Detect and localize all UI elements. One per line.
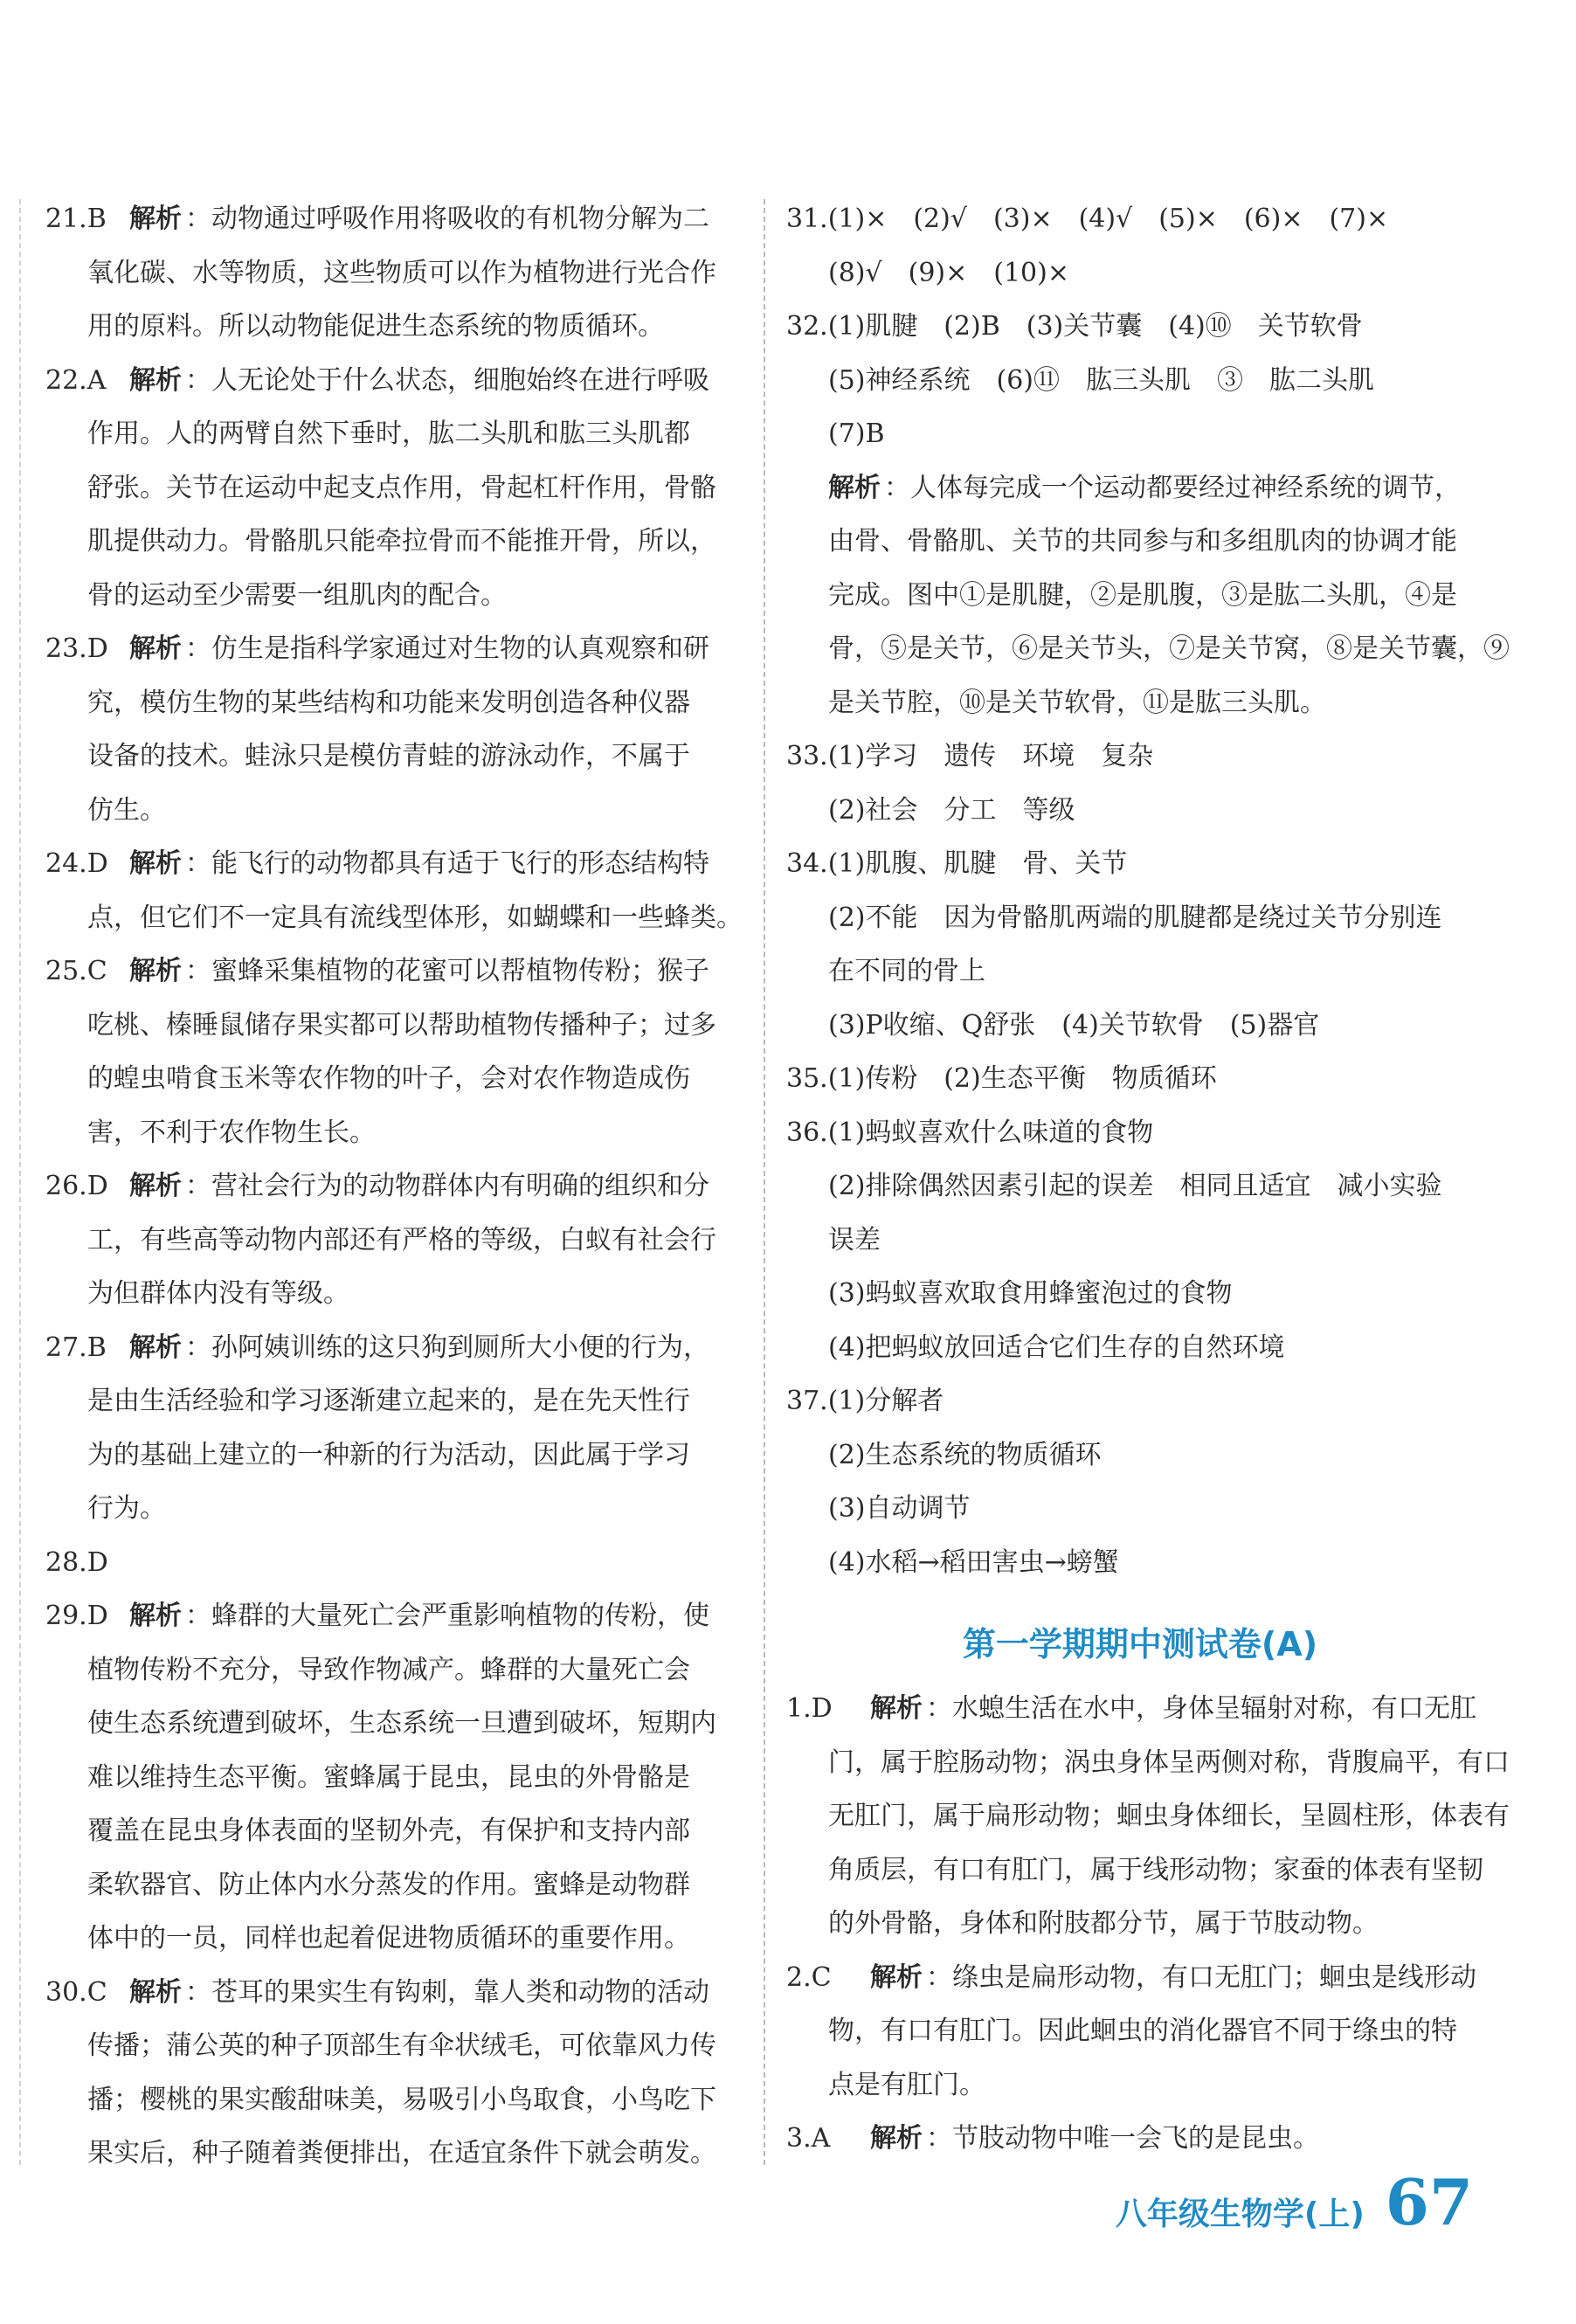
answer-line xyxy=(45,1052,744,1106)
answer-line xyxy=(45,2073,744,2127)
answer-text: 仿生。 xyxy=(87,794,166,826)
answer-line: (5)神经系统 (6)⑪ 肱三头肌 ③ 肱二头肌 xyxy=(828,364,1374,396)
answer-text: 吃桃、榛睡鼠储存果实都可以帮助植物传播种子；过多 xyxy=(87,1009,716,1041)
answer-text: 蜂群的大量死亡会严重影响植物的传粉，使 xyxy=(211,1601,709,1631)
answer-text: (1)肌腹、肌腱 骨、关节 xyxy=(827,848,1128,879)
answer-text: (1)学习 遗传 环境 复杂 xyxy=(827,741,1154,771)
answer-line xyxy=(45,1643,744,1698)
answer-line xyxy=(45,730,744,784)
answer-number: 37. xyxy=(786,1386,828,1416)
answer-line xyxy=(786,1374,1494,1428)
answer-text: 物，有口有肛门。因此蛔虫的消化器官不同于绦虫的特 xyxy=(828,2016,1457,2046)
answer-line: (3)蚂蚁喜欢取食用蜂蜜泡过的食物 xyxy=(828,1278,1233,1309)
answer-line: (2)社会 分工 等级 xyxy=(828,794,1075,826)
answer-item xyxy=(786,1052,1494,1106)
answer-line: (2)不能 因为骨骼肌两端的肌腱都是绕过关节分别连 xyxy=(828,902,1442,933)
answer-line xyxy=(45,461,744,515)
answer-text: 行为。 xyxy=(87,1493,166,1524)
analysis-label: 解析 xyxy=(828,472,881,503)
answer-text: 营社会行为的动物群体内有明确的组织和分 xyxy=(211,1171,709,1201)
answer-text: 门，属于腔肠动物；涡虫身体呈两侧对称，背腹扁平，有口 xyxy=(828,1746,1510,1778)
answer-line: 30.C 解析 ：苍耳的果实生有钩刺，靠人类和动物的活动 xyxy=(45,1966,744,2020)
answer-text: 能飞行的动物都具有适于飞行的形态结构特 xyxy=(211,848,709,879)
analysis-text: 骨，⑤是关节，⑥是关节头，⑦是关节窝，⑧是关节囊，⑨ xyxy=(828,633,1510,664)
answer-line xyxy=(45,784,744,838)
answer-line: 2.C 解析 ：绦虫是扁形动物，有口无肛门；蛔虫是线形动 xyxy=(786,1951,1494,2005)
answer-line xyxy=(786,1897,1494,1951)
answer-line xyxy=(786,1736,1510,1790)
left-column xyxy=(45,192,744,2181)
answer-line: 22.A 解析 ：人无论处于什么状态，细胞始终在进行呼吸 xyxy=(45,354,744,408)
answer-text: 人无论处于什么状态，细胞始终在进行呼吸 xyxy=(211,364,709,396)
answer-line xyxy=(786,1052,1494,1106)
analysis-text: 是关节腔，⑩是关节软骨，⑪是肱三头肌。 xyxy=(828,687,1326,718)
answer-number: 1.D xyxy=(786,1693,833,1724)
analysis-line xyxy=(786,676,1494,730)
answer-text: (1)蚂蚁喜欢什么味道的食物 xyxy=(827,1117,1154,1148)
answer-line: (2)生态系统的物质循环 xyxy=(828,1439,1102,1470)
analysis-line xyxy=(786,515,1494,569)
answer-text: 使生态系统遭到破坏，生态系统一旦遭到破坏，短期内 xyxy=(87,1708,716,1739)
answer-number: 22.A xyxy=(45,364,107,396)
answer-text: (1)传粉 (2)生态平衡 物质循环 xyxy=(827,1063,1217,1094)
answer-text: 为的基础上建立的一种新的行为活动，因此属于学习 xyxy=(87,1439,690,1470)
answer-text: 孙阿姨训练的这只狗到厕所大小便的行为， xyxy=(211,1331,709,1363)
answer-text: 蜜蜂采集植物的花蜜可以帮植物传粉；猴子 xyxy=(211,956,709,986)
analysis-label: 解析 xyxy=(129,1331,182,1363)
analysis-text: 由骨、骨骼肌、关节的共同参与和多组肌肉的协调才能 xyxy=(828,526,1457,557)
answer-line xyxy=(45,407,744,461)
answer-text: 点，但它们不一定具有流线型体形，如蝴蝶和一些蜂类。 xyxy=(87,902,743,933)
answer-text: 传播；蒲公英的种子顶部生有伞状绒毛，可依靠风力传 xyxy=(87,2030,716,2061)
analysis-text: 人体每完成一个运动都要经过神经系统的调节， xyxy=(910,472,1461,503)
answer-line: 26.D 解析 ：营社会行为的动物群体内有明确的组织和分 xyxy=(45,1159,744,1214)
answer-text: 舒张。关节在运动中起支点作用，骨起杠杆作用，骨骼 xyxy=(87,472,716,503)
answer-line xyxy=(45,1912,744,1966)
analysis-text: 完成。图中①是肌腱，②是肌腹，③是肱二头肌，④是 xyxy=(828,579,1457,611)
page-number: 67 xyxy=(1385,2165,1473,2239)
answer-number: 25.C xyxy=(45,956,107,986)
answer-line xyxy=(45,1106,744,1160)
answer-line xyxy=(45,676,744,730)
answer-line xyxy=(45,2127,744,2181)
answer-line: (3)P收缩、Q舒张 (4)关节软骨 (5)器官 xyxy=(828,1009,1320,1041)
answer-line: 29.D 解析 ：蜂群的大量死亡会严重影响植物的传粉，使 xyxy=(45,1589,744,1643)
analysis-label: 解析 xyxy=(870,1961,923,1993)
subject-label: 八年级生物学(上) xyxy=(1115,2196,1365,2232)
answer-item xyxy=(45,837,744,944)
answer-line: 3.A 解析 ：节肢动物中唯一会飞的是昆虫。 xyxy=(786,2112,1494,2166)
answer-number: 31. xyxy=(786,204,828,234)
answer-line xyxy=(45,999,744,1053)
answer-line xyxy=(45,569,744,623)
answer-text: 为但群体内没有等级。 xyxy=(87,1278,349,1309)
answer-line: 25.C 解析 ：蜜蜂采集植物的花蜜可以帮植物传粉；猴子 xyxy=(45,944,744,999)
answer-number: 29.D xyxy=(45,1601,108,1631)
answer-text: 无肛门，属于扁形动物；蛔虫身体细长，呈圆柱形，体表有 xyxy=(828,1801,1510,1831)
answer-text: 作用。人的两臂自然下垂时，肱二头肌和肱三头肌都 xyxy=(87,418,690,449)
answer-number: 26.D xyxy=(45,1171,108,1201)
analysis-label: 解析 xyxy=(129,1171,182,1201)
answer-text: 害，不利于农作物生长。 xyxy=(87,1117,376,1148)
section-title: 第一学期期中测试卷(A) xyxy=(962,1625,1318,1663)
answer-text: 点是有肛门。 xyxy=(828,2069,985,2100)
answer-text: 是由生活经验和学习逐渐建立起来的，是在先天性行 xyxy=(87,1386,690,1416)
answer-item xyxy=(786,192,1494,300)
answer-line xyxy=(786,837,1494,891)
answer-number: 27.B xyxy=(45,1331,107,1363)
answer-text: 氧化碳、水等物质，这些物质可以作为植物进行光合作 xyxy=(87,257,716,288)
answer-number: 35. xyxy=(786,1063,828,1094)
answer-line xyxy=(45,246,744,301)
answer-line xyxy=(786,1843,1494,1898)
answer-item xyxy=(45,192,744,354)
answer-number: 2.C xyxy=(786,1961,832,1993)
answer-line: 1.D 解析 ：水螅生活在水中，身体呈辐射对称，有口无肛 xyxy=(786,1682,1494,1736)
answer-text: 果实后，种子随着粪便排出，在适宜条件下就会萌发。 xyxy=(87,2138,716,2168)
answer-text: (1)× (2)√ (3)× (4)√ (5)× (6)× (7)× xyxy=(827,204,1389,234)
analysis-label: 解析 xyxy=(129,1601,182,1631)
answer-text: 播；樱桃的果实酸甜味美，易吸引小鸟取食，小鸟吃下 xyxy=(87,2084,716,2115)
answer-line xyxy=(786,300,1494,354)
answer-item xyxy=(45,1159,744,1321)
answer-item xyxy=(45,1966,744,2181)
answer-text: 柔软器官、防止体内水分蒸发的作用。蜜蜂是动物群 xyxy=(87,1869,690,1900)
answer-line: (8)√ (9)× (10)× xyxy=(828,257,1069,288)
answer-text: 设备的技术。蛙泳只是模仿青蛙的游泳动作，不属于 xyxy=(87,741,690,771)
analysis-label: 解析 xyxy=(129,633,182,664)
answer-item xyxy=(786,1682,1510,1951)
answer-item xyxy=(786,1374,1494,1589)
answer-item xyxy=(786,730,1494,837)
answer-line: (4)水稻→稻田害虫→螃蟹 xyxy=(828,1546,1119,1578)
answer-line xyxy=(45,300,744,354)
answer-text: 工，有些高等动物内部还有严格的等级，白蚁有社会行 xyxy=(87,1224,716,1255)
analysis-line: 解析 ：人体每完成一个运动都要经过神经系统的调节， xyxy=(828,472,1461,503)
answer-line: (3)自动调节 xyxy=(828,1493,971,1524)
answer-text: 体中的一员，同样也起着促进物质循环的重要作用。 xyxy=(87,1923,690,1954)
answer-number: 3.A xyxy=(786,2123,831,2154)
answer-item xyxy=(786,2112,1494,2166)
answer-item xyxy=(45,354,744,623)
right-column xyxy=(786,192,1510,2166)
answer-number: 34. xyxy=(786,848,828,879)
answer-line: (7)B xyxy=(828,418,885,449)
answer-line: 24.D 解析 ：能飞行的动物都具有适于飞行的形态结构特 xyxy=(45,837,744,891)
answer-number: 30.C xyxy=(45,1976,107,2008)
analysis-label: 解析 xyxy=(129,364,182,396)
answer-line xyxy=(45,1536,744,1590)
answer-line xyxy=(45,515,744,569)
analysis-label: 解析 xyxy=(129,848,182,879)
analysis-label: 解析 xyxy=(870,2123,923,2154)
analysis-label: 解析 xyxy=(129,1976,182,2008)
column-divider xyxy=(764,199,765,2165)
answer-text: 绦虫是扁形动物，有口无肛门；蛔虫是线形动 xyxy=(952,1961,1476,1993)
analysis-label: 解析 xyxy=(129,956,182,986)
answer-line xyxy=(45,1374,744,1428)
answer-line xyxy=(45,1482,744,1536)
answer-item xyxy=(45,1321,744,1536)
analysis-line xyxy=(786,569,1494,623)
answer-text: 动物通过呼吸作用将吸收的有机物分解为二 xyxy=(211,204,709,234)
answer-line xyxy=(45,1428,744,1483)
analysis-label: 解析 xyxy=(129,204,182,234)
answer-line: 在不同的骨上 xyxy=(828,956,985,986)
answer-line: 误差 xyxy=(828,1224,881,1255)
answer-item xyxy=(45,1536,744,1590)
answer-item xyxy=(786,1951,1494,2113)
answer-item xyxy=(45,622,744,837)
answer-number: 23.D xyxy=(45,633,108,664)
answer-line xyxy=(45,1804,744,1858)
answer-item xyxy=(45,1589,744,1966)
answer-number: 33. xyxy=(786,741,828,771)
answer-line: 23.D 解析 ：仿生是指科学家通过对生物的认真观察和研 xyxy=(45,622,744,676)
answer-text: 的外骨骼，身体和附肢都分节，属于节肢动物。 xyxy=(828,1908,1379,1939)
answer-line xyxy=(45,1267,744,1321)
answer-line: (4)把蚂蚁放回适合它们生存的自然环境 xyxy=(828,1331,1285,1363)
answer-line: 27.B 解析 ：孙阿姨训练的这只狗到厕所大小便的行为， xyxy=(45,1321,744,1375)
left-margin-rule xyxy=(19,199,21,2165)
analysis-line xyxy=(786,622,1510,676)
answer-line xyxy=(786,730,1494,784)
answer-text: 肌提供动力。骨骼肌只能牵拉骨而不能推开骨，所以， xyxy=(87,526,716,557)
answer-line xyxy=(45,2019,744,2073)
answer-line xyxy=(786,192,1494,246)
answer-line xyxy=(45,1697,744,1751)
answer-number: 24.D xyxy=(45,848,108,879)
answer-item xyxy=(786,1106,1494,1375)
answer-text: (1)肌腱 (2)B (3)关节囊 (4)⑩ 关节软骨 xyxy=(827,311,1363,342)
answer-text: 用的原料。所以动物能促进生态系统的物质循环。 xyxy=(87,311,664,342)
answer-line xyxy=(45,891,744,945)
answer-line xyxy=(45,1214,744,1268)
answer-text: 植物传粉不充分，导致作物减产。蜂群的大量死亡会 xyxy=(87,1654,690,1685)
answer-line xyxy=(786,2004,1494,2058)
answer-number: 32. xyxy=(786,311,828,342)
answer-line xyxy=(786,1789,1510,1843)
answer-number: 21.B xyxy=(45,204,107,234)
answer-text: 的蝗虫啃食玉米等农作物的叶子，会对农作物造成伤 xyxy=(87,1063,690,1094)
answer-text: 苍耳的果实生有钩刺，靠人类和动物的活动 xyxy=(211,1976,709,2008)
answer-text: 覆盖在昆虫身体表面的坚韧外壳，有保护和支持内部 xyxy=(87,1816,690,1846)
answer-line: (2)排除偶然因素引起的误差 相同且适宜 减小实验 xyxy=(828,1171,1442,1201)
answer-text: 究，模仿生物的某些结构和功能来发明创造各种仪器 xyxy=(87,687,690,718)
answer-text: 难以维持生态平衡。蜜蜂属于昆虫，昆虫的外骨骼是 xyxy=(87,1761,690,1793)
answer-line xyxy=(786,2058,1494,2113)
answer-text: 水螅生活在水中，身体呈辐射对称，有口无肛 xyxy=(952,1693,1476,1724)
answer-text: 骨的运动至少需要一组肌肉的配合。 xyxy=(87,579,507,611)
answer-text: 角质层，有口有肛门，属于线形动物；家蚕的体表有坚韧 xyxy=(828,1854,1483,1885)
answer-line: 21.B 解析 ：动物通过呼吸作用将吸收的有机物分解为二 xyxy=(45,192,744,246)
answer-item xyxy=(786,837,1494,1052)
answer-item xyxy=(786,300,1510,730)
analysis-label: 解析 xyxy=(870,1693,923,1724)
page-footer xyxy=(1116,2165,1473,2239)
answer-text: (1)分解者 xyxy=(827,1386,944,1416)
answer-number: 36. xyxy=(786,1117,828,1148)
answer-number: 28.D xyxy=(45,1546,108,1578)
answer-line xyxy=(786,1106,1494,1160)
answer-text: 节肢动物中唯一会飞的是昆虫。 xyxy=(952,2123,1319,2154)
answer-item xyxy=(45,944,744,1159)
answer-text: 仿生是指科学家通过对生物的认真观察和研 xyxy=(211,633,709,664)
answer-line xyxy=(45,1751,744,1805)
answer-line xyxy=(45,1858,744,1912)
